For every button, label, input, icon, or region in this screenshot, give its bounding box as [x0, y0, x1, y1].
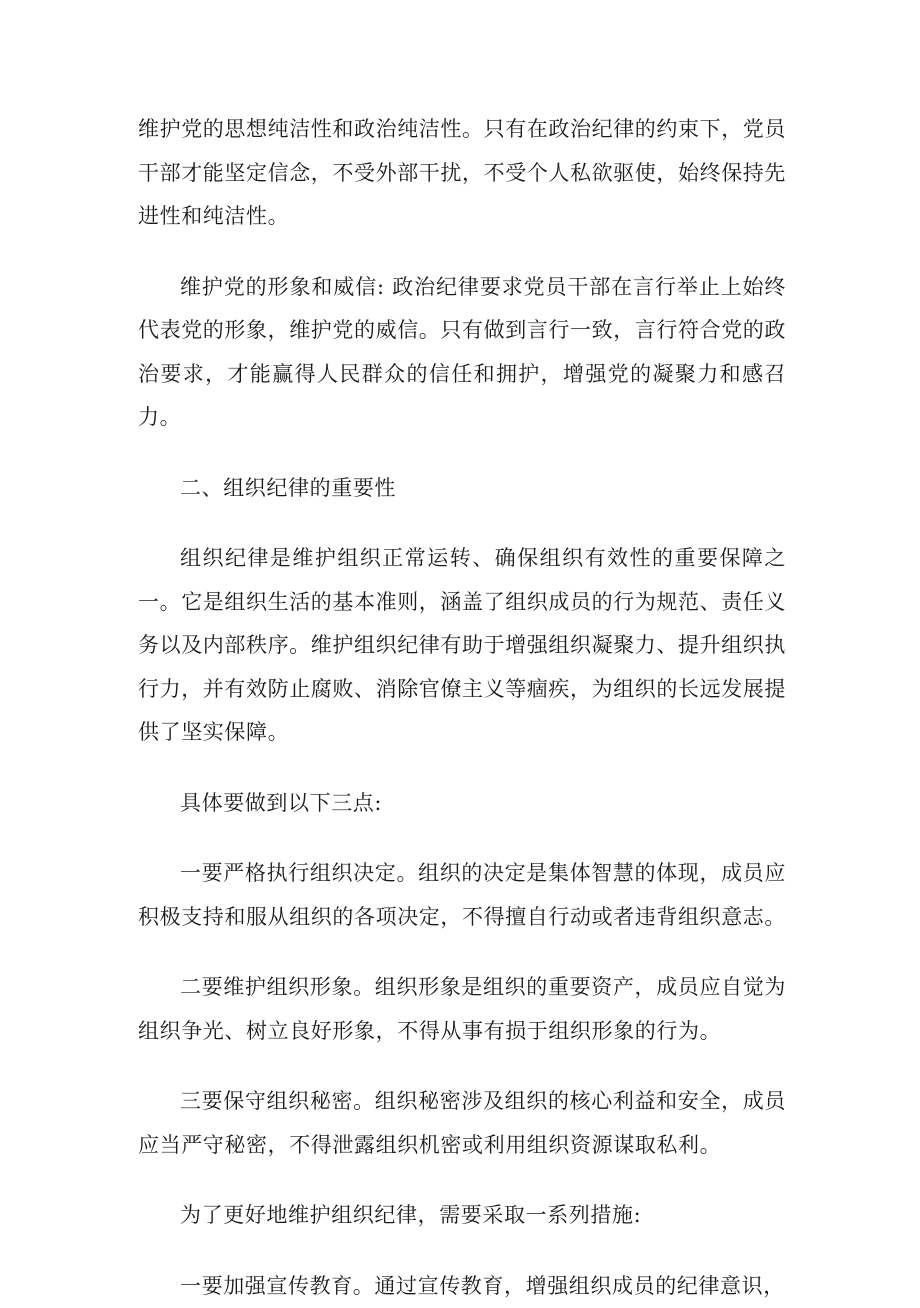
paragraph-measure-one: 一要加强宣传教育。通过宣传教育，增强组织成员的纪律意识，: [138, 1265, 786, 1308]
paragraph-measures-intro: 为了更好地维护组织纪律，需要采取一系列措施:: [138, 1194, 786, 1238]
document-body: [138, 108, 786, 1308]
paragraph-organizational-discipline: 组织纪律是维护组织正常运转、确保组织有效性的重要保障之一。它是组织生活的基本准则，涵盖了组织成员的行为规范、责任义务以及内部秩序。维护组织纪律有助于增强组织凝聚力、提升组织执行力，并有效防止腐败、消除官僚主义等痼疾，为组织的长远发展提供了坚实保障。: [138, 537, 786, 755]
paragraph-point-two: 二要维护组织形象。组织形象是组织的重要资产，成员应自觉为组织争光、树立良好形象，不得从事有损于组织形象的行为。: [138, 966, 786, 1053]
paragraph-three-points-intro: 具体要做到以下三点:: [138, 782, 786, 826]
paragraph-continuation: 维护党的思想纯洁性和政治纯洁性。只有在政治纪律的约束下，党员干部才能坚定信念，不受外部干扰，不受个人私欲驱使，始终保持先进性和纯洁性。: [138, 108, 786, 239]
paragraph-point-one: 一要严格执行组织决定。组织的决定是集体智慧的体现，成员应积极支持和服从组织的各项决定，不得擅自行动或者违背组织意志。: [138, 852, 786, 939]
paragraph-point-three: 三要保守组织秘密。组织秘密涉及组织的核心利益和安全，成员应当严守秘密，不得泄露组织机密或利用组织资源谋取私利。: [138, 1080, 786, 1167]
section-heading-organizational-discipline: 二、组织纪律的重要性: [138, 467, 786, 511]
paragraph-party-image: 维护党的形象和威信: 政治纪律要求党员干部在言行举止上始终代表党的形象，维护党的威信。只有做到言行一致，言行符合党的政治要求，才能赢得人民群众的信任和拥护，增强党的凝聚力和感召力。: [138, 266, 786, 440]
